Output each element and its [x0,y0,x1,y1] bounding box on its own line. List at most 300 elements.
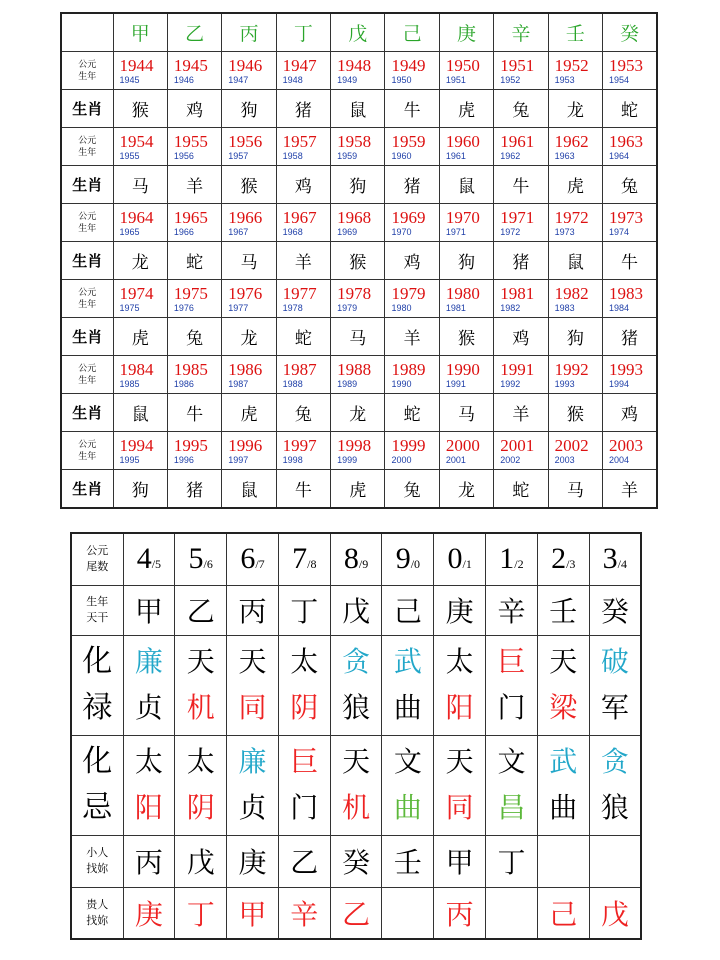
year-value: 1953 [609,55,644,75]
xiaoren-row-cell: 癸 [330,835,382,887]
hualu-row-cell [123,635,175,735]
sihua-table [70,532,642,940]
stem-header: 丁 [276,13,330,52]
year-next-value: 1945 [119,74,140,85]
year-value: 1966 [228,207,263,227]
star-char: 贞 [134,691,163,724]
year-next-value: 2001 [445,454,466,465]
stem-cell: 丙 [227,585,279,635]
zodiac-cell: 龙 [439,470,493,509]
zodiac-cell: 虎 [331,470,385,509]
year-cell [603,280,657,318]
star-char: 廉 [238,745,267,778]
year-cell [331,280,385,318]
zodiac-cell: 猴 [113,90,167,128]
year-next-value: 1982 [500,302,521,313]
year-cell [603,204,657,242]
year-value: 1972 [554,207,589,227]
huaji-row-cell [227,735,279,835]
xiaoren-row-cell: 丁 [486,835,538,887]
year-next-value: 1979 [337,302,358,313]
year-value: 1957 [282,131,317,151]
year-cell [494,432,548,470]
star-char: 太 [445,645,474,678]
xiaoren-row-cell: 甲 [434,835,486,887]
star-char: 巨 [290,745,319,778]
digit-main: 6 [240,542,256,576]
digit-main: 3 [602,542,618,576]
zodiac-cell: 猴 [331,242,385,280]
guiren-row-cell: 辛 [278,887,330,939]
year-cell [548,52,602,90]
digit-alt: /6 [203,557,213,572]
year-value: 1961 [500,131,535,151]
year-value: 2001 [500,435,535,455]
year-value: 1981 [500,283,535,303]
star-char: 门 [497,691,526,724]
year-cell [276,128,330,166]
year-next-value: 2002 [500,454,521,465]
digit-alt: /2 [514,557,524,572]
year-cell [113,356,167,394]
stem-cell: 戊 [330,585,382,635]
zodiac-cell: 兔 [385,470,439,509]
year-value: 1999 [391,435,426,455]
star-char: 天 [238,645,267,678]
year-label-text: 公元生年 [78,287,97,310]
zodiac-cell: 兔 [167,318,221,356]
huaji-row-label-char: 忌 [82,790,113,825]
zodiac-cell: 兔 [494,90,548,128]
year-row-label [61,432,113,470]
year-next-value: 1985 [119,378,140,389]
year-label-text: 公元生年 [78,135,97,158]
year-next-value: 1948 [282,74,303,85]
year-cell [331,356,385,394]
year-value: 1968 [337,207,372,227]
year-next-value: 1987 [228,378,249,389]
xiaoren-row-cell: 乙 [278,835,330,887]
xiaoren-row-label-text: 小人找妳 [86,846,109,875]
star-char: 狼 [342,691,371,724]
year-cell [439,52,493,90]
guiren-row-cell: 甲 [227,887,279,939]
year-next-value: 1955 [119,150,140,161]
year-next-value: 1970 [391,226,412,237]
year-cell [439,280,493,318]
stem-header: 辛 [494,13,548,52]
stem-header: 乙 [167,13,221,52]
star-char: 门 [290,791,319,824]
year-value: 1965 [173,207,208,227]
zodiac-row-label: 生肖 [61,90,113,128]
zodiac-cell: 龙 [113,242,167,280]
year-value: 1954 [119,131,154,151]
star-char: 武 [393,645,422,678]
guiren-row-cell: 己 [537,887,589,939]
year-next-value: 1953 [554,74,575,85]
year-value: 1958 [337,131,372,151]
zodiac-row [61,394,657,432]
digit-alt: /9 [358,557,369,572]
year-next-value: 1996 [173,454,194,465]
year-cell [439,432,493,470]
zodiac-cell: 猪 [276,90,330,128]
year-next-value: 1951 [445,74,466,85]
star-char: 阳 [445,691,474,724]
year-next-value: 1993 [554,378,575,389]
hualu-row-cell [589,635,641,735]
huaji-row-label [71,735,123,835]
year-next-value: 1990 [391,378,412,389]
star-char: 阳 [134,791,163,824]
year-next-value: 1983 [554,302,575,313]
year-next-value: 1999 [337,454,358,465]
xiaoren-row-cell [537,835,589,887]
star-char: 阴 [290,691,319,724]
year-cell [222,128,276,166]
star-char: 贪 [600,745,629,778]
star-char: 太 [290,645,319,678]
year-cell [439,128,493,166]
year-cell [385,432,439,470]
year-next-value: 1957 [228,150,249,161]
digit-main: 7 [292,542,308,576]
year-next-value: 1947 [228,74,249,85]
zodiac-cell: 兔 [276,394,330,432]
guiren-row-cell: 乙 [330,887,382,939]
xiaoren-row-cell: 庚 [227,835,279,887]
zodiac-cell: 蛇 [167,242,221,280]
zodiac-cell: 牛 [385,90,439,128]
year-cell [385,204,439,242]
year-row [61,432,657,470]
zodiac-cell: 狗 [439,242,493,280]
zodiac-cell: 龙 [331,394,385,432]
stem-header: 庚 [439,13,493,52]
zodiac-cell: 鸡 [385,242,439,280]
star-char: 梁 [549,691,578,724]
star-char: 同 [445,791,474,824]
zodiac-cell: 龙 [222,318,276,356]
digit-alt: /1 [462,557,472,572]
digit-alt: /8 [307,557,317,572]
year-cell [113,280,167,318]
year-value: 1963 [609,131,644,151]
year-next-value: 1995 [119,454,140,465]
zodiac-cell: 鼠 [331,90,385,128]
digit-cell [382,533,434,585]
digit-alt: /4 [617,557,627,572]
zodiac-cell: 牛 [167,394,221,432]
huaji-row-cell [123,735,175,835]
year-cell [603,432,657,470]
zodiac-cell: 狗 [222,90,276,128]
year-cell [548,432,602,470]
year-cell [331,128,385,166]
year-cell [331,52,385,90]
year-value: 1973 [609,207,644,227]
star-char: 天 [342,745,371,778]
year-value: 1983 [609,283,644,303]
year-value: 1944 [119,55,154,75]
digit-alt: /5 [151,557,162,572]
year-cell [167,128,221,166]
stem-row-label-text: 生年天干 [86,595,109,624]
zodiac-cell: 鸡 [603,394,657,432]
star-char: 武 [549,745,578,778]
year-value: 2002 [554,435,589,455]
year-next-value: 1988 [282,378,303,389]
huaji-row-cell [434,735,486,835]
star-char: 贞 [238,791,267,824]
year-value: 1964 [119,207,154,227]
year-value: 1960 [445,131,480,151]
huaji-row [71,735,641,835]
year-next-value: 1978 [282,302,303,313]
year-value: 1945 [173,55,208,75]
star-char: 机 [342,791,371,824]
year-next-value: 1994 [609,378,630,389]
year-cell [439,356,493,394]
year-cell [494,204,548,242]
year-cell [548,128,602,166]
stem-cell: 乙 [175,585,227,635]
zodiac-cell: 羊 [276,242,330,280]
zodiac-cell: 鼠 [548,242,602,280]
digit-alt: /3 [566,557,576,572]
zodiac-row [61,470,657,509]
year-cell [167,204,221,242]
year-next-value: 1977 [228,302,249,313]
year-value: 1956 [228,131,263,151]
stem-cell: 癸 [589,585,641,635]
digit-cell [227,533,279,585]
hualu-row-cell [227,635,279,735]
year-next-value: 1959 [337,150,358,161]
year-row-label [61,280,113,318]
zodiac-cell: 鼠 [439,166,493,204]
stem-header: 甲 [113,13,167,52]
year-value: 1985 [173,359,208,379]
zodiac-cell: 蛇 [494,470,548,509]
stem-header: 癸 [603,13,657,52]
zodiac-row [61,166,657,204]
stem-header: 戊 [331,13,385,52]
year-row-label [61,128,113,166]
year-row [61,52,657,90]
year-next-value: 1964 [609,150,630,161]
digit-alt: /0 [410,557,421,572]
stem-cell: 己 [382,585,434,635]
year-label-text: 公元生年 [78,439,97,462]
year-cell [548,204,602,242]
zodiac-row-label: 生肖 [61,242,113,280]
digit-main: 9 [395,542,411,576]
year-row [61,204,657,242]
year-value: 1994 [119,435,154,455]
zodiac-row [61,90,657,128]
year-cell [276,52,330,90]
year-cell [494,128,548,166]
stem-row [71,585,641,635]
year-cell [276,356,330,394]
guiren-row-cell [486,887,538,939]
year-cell [385,356,439,394]
zodiac-cell: 蛇 [276,318,330,356]
year-next-value: 2000 [391,454,412,465]
digit-main: 2 [551,542,567,576]
huaji-row-label-char: 化 [82,744,113,779]
zodiac-cell: 狗 [548,318,602,356]
huaji-row-cell [382,735,434,835]
year-value: 1970 [445,207,480,227]
year-next-value: 1949 [337,74,358,85]
star-char: 曲 [393,791,422,824]
year-value: 1976 [228,283,263,303]
zodiac-cell: 牛 [603,242,657,280]
zodiac-cell: 羊 [603,470,657,509]
year-value: 1946 [228,55,263,75]
year-value: 1977 [282,283,317,303]
year-row-label [61,356,113,394]
zodiac-row [61,318,657,356]
year-cell [494,52,548,90]
star-char: 曲 [393,691,422,724]
zodiac-row-label: 生肖 [61,166,113,204]
year-value: 1947 [282,55,317,75]
year-value: 1982 [554,283,589,303]
year-cell [113,52,167,90]
year-value: 2003 [609,435,644,455]
zodiac-cell: 马 [113,166,167,204]
year-cell [385,128,439,166]
year-label-text: 公元生年 [78,211,97,234]
year-value: 1951 [500,55,535,75]
zodiac-row-label: 生肖 [61,318,113,356]
zodiac-cell: 马 [439,394,493,432]
star-char: 阴 [186,791,215,824]
year-value: 1986 [228,359,263,379]
zodiac-cell: 马 [548,470,602,509]
stem-cell: 甲 [123,585,175,635]
year-next-value: 1973 [554,226,575,237]
year-value: 1950 [445,55,480,75]
year-cell [439,204,493,242]
year-cell [113,128,167,166]
year-cell [548,356,602,394]
huaji-row-cell [278,735,330,835]
xiaoren-row-cell: 戊 [175,835,227,887]
year-value: 1979 [391,283,426,303]
zodiac-cell: 猪 [167,470,221,509]
year-cell [222,432,276,470]
year-value: 1974 [119,283,154,303]
year-cell [494,280,548,318]
digit-alt: /7 [255,557,265,572]
year-next-value: 1958 [282,150,303,161]
stem-cell: 丁 [278,585,330,635]
stem-header-row [61,13,657,52]
zodiac-cell: 马 [222,242,276,280]
year-cell [603,356,657,394]
star-char: 机 [186,691,215,724]
stem-header: 丙 [222,13,276,52]
year-label-text: 公元生年 [78,363,97,386]
year-cell [167,280,221,318]
digit-row-label [71,533,123,585]
xiaoren-row-cell: 壬 [382,835,434,887]
digit-main: 0 [447,542,463,576]
hualu-row-label [71,635,123,735]
hualu-row-label-char: 化 [82,644,113,679]
year-next-value: 1963 [554,150,575,161]
star-char: 文 [497,745,526,778]
year-label-text: 公元生年 [78,59,97,82]
year-cell [167,52,221,90]
year-row-label [61,204,113,242]
zodiac-cell: 鸡 [494,318,548,356]
year-next-value: 1960 [391,150,412,161]
year-value: 1989 [391,359,426,379]
star-char: 廉 [134,645,163,678]
year-next-value: 1956 [173,150,194,161]
zodiac-cell: 猴 [222,166,276,204]
xiaoren-row-cell: 丙 [123,835,175,887]
year-next-value: 1954 [609,74,630,85]
year-value: 1988 [337,359,372,379]
year-value: 1955 [173,131,208,151]
digit-main: 5 [188,542,204,576]
star-char: 天 [549,645,578,678]
year-row [61,128,657,166]
year-cell [113,204,167,242]
zodiac-year-table [60,12,658,509]
year-cell [167,356,221,394]
star-char: 同 [238,691,267,724]
digit-cell [589,533,641,585]
guiren-row-cell [382,887,434,939]
zodiac-cell: 牛 [494,166,548,204]
digit-cell [278,533,330,585]
year-cell [222,204,276,242]
corner-cell [61,13,113,52]
year-value: 1978 [337,283,372,303]
year-value: 1996 [228,435,263,455]
year-cell [276,432,330,470]
year-cell [276,204,330,242]
star-char: 破 [600,645,629,678]
hualu-row-cell [537,635,589,735]
year-value: 1997 [282,435,317,455]
year-value: 1990 [445,359,480,379]
huaji-row-cell [537,735,589,835]
guiren-row-cell: 庚 [123,887,175,939]
year-next-value: 2003 [554,454,575,465]
digit-row [71,533,641,585]
stem-header: 己 [385,13,439,52]
year-next-value: 1976 [173,302,194,313]
year-next-value: 1989 [337,378,358,389]
year-value: 1992 [554,359,589,379]
star-char: 军 [600,691,629,724]
guiren-row-label-text: 贵人找妳 [86,897,109,927]
zodiac-row-label: 生肖 [61,394,113,432]
digit-row-label-text: 公元尾数 [86,544,109,574]
year-next-value: 1984 [609,302,630,313]
hualu-row-cell [486,635,538,735]
year-next-value: 1975 [119,302,140,313]
